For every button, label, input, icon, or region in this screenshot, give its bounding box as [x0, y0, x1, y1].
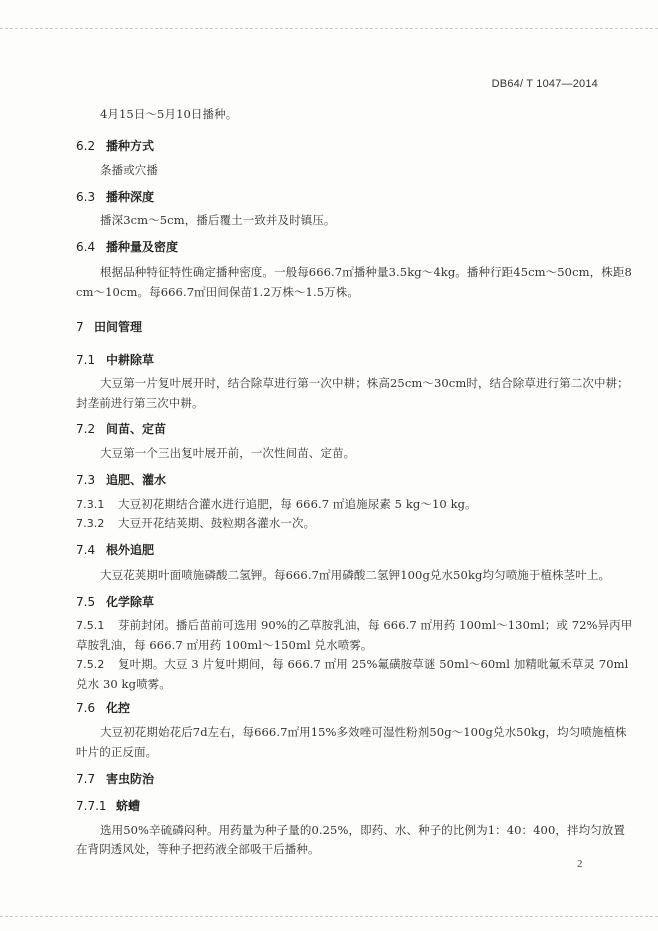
- section-number: 7.4: [76, 543, 96, 557]
- item-text: 大豆开花结荚期、鼓粒期各灌水一次。: [118, 516, 316, 530]
- item-7-5-2-line-2: 兑水 30 kg喷雾。: [76, 677, 171, 691]
- section-number: 7.5: [76, 595, 96, 609]
- section-title: 根外追肥: [106, 543, 155, 557]
- item-number: 7.5.1: [76, 619, 105, 632]
- heading-7-1: [76, 351, 154, 368]
- item-text: 复叶期。大豆 3 片复叶期间，每 666.7 ㎡用 25%氟磺胺草谜 50ml～60ml 加精吡氟禾草灵 70ml: [118, 657, 629, 671]
- heading-7-3: [76, 471, 166, 488]
- paragraph-7-1-line-2: 封垄前进行第三次中耕。: [76, 396, 204, 410]
- paragraph-6-4-line-2: cm～10cm。每666.7㎡田间保苗1.2万株～1.5万株。: [76, 285, 359, 299]
- section-number: 7.7.1: [76, 799, 107, 813]
- heading-7-5: [76, 593, 154, 610]
- section-title: 中耕除草: [106, 353, 155, 367]
- heading-7-4: [76, 541, 154, 558]
- section-number: 7.7: [76, 772, 96, 786]
- heading-6-4: [76, 238, 178, 255]
- paragraph-7-2: 大豆第一个三出复叶展开前，一次性间苗、定苗。: [100, 446, 356, 460]
- heading-7-6: [76, 699, 130, 716]
- item-7-3-2: [76, 515, 315, 531]
- item-text: 芽前封闭。播后苗前可选用 90%的乙草胺乳油，每 666.7 ㎡用药 100ml～130ml；或 72%异丙甲: [118, 618, 633, 632]
- heading-7-7-1: [76, 797, 140, 814]
- paragraph-7-4: 大豆花荚期叶面喷施磷酸二氢钾。每666.7㎡用磷酸二氢钾100g兑水50kg均匀喷施于植株茎叶上。: [100, 568, 611, 582]
- section-number: 6.4: [76, 240, 96, 254]
- section-number: 6.3: [76, 190, 96, 204]
- section-number: 7: [76, 320, 84, 334]
- item-text: 大豆初花期结合灌水进行追肥，每 666.7 ㎡追施尿素 5 kg～10 kg。: [118, 497, 477, 511]
- section-title: 害虫防治: [106, 772, 155, 786]
- paragraph-6-4-line-1: 根据品种特征特性确定播种密度。一般每666.7㎡播种量3.5kg～4kg。播种行距45cm～50cm，株距8: [100, 265, 632, 279]
- heading-6-3: [76, 188, 154, 205]
- section-title: 播种量及密度: [106, 240, 179, 254]
- heading-6-2: [76, 137, 154, 154]
- heading-7: [76, 318, 142, 335]
- paragraph-7-7-1-line-1: 选用50%辛硫磷闷种。用药量为种子量的0.25%，即药、水、种子的比例为1：40：400，拌均匀放置: [100, 823, 625, 837]
- item-number: 7.3.2: [76, 517, 105, 530]
- item-number: 7.3.1: [76, 498, 105, 511]
- item-7-5-1-line-2: 草胺乳油，每 666.7 ㎡用药 100ml～150ml 兑水喷雾。: [76, 638, 373, 652]
- section-title: 蛴螬: [116, 799, 141, 813]
- item-7-3-1: [76, 496, 477, 512]
- paragraph-6-3: 播深3cm～5cm，播后覆土一致并及时镇压。: [100, 213, 336, 227]
- section-title: 田间管理: [94, 320, 143, 334]
- heading-7-7: [76, 770, 154, 787]
- paragraph-7-7-1-line-2: 在背阴透风处，等种子把药液全部吸干后播种。: [76, 842, 320, 856]
- paragraph-6-2: 条播或穴播: [100, 163, 158, 177]
- bottom-scan-line: [0, 916, 658, 917]
- section-number: 7.1: [76, 353, 96, 367]
- section-title: 化学除草: [106, 595, 155, 609]
- paragraph-7-6-line-1: 大豆初花期始花后7d左右，每666.7㎡用15%多效唑可湿性粉剂50g～100g兑水50kg，均匀喷施植株: [100, 725, 627, 739]
- section-title: 播种方式: [106, 139, 155, 153]
- section-number: 7.2: [76, 422, 96, 436]
- item-7-5-1-line-1: [76, 617, 632, 633]
- section-title: 播种深度: [106, 190, 155, 204]
- heading-7-2: [76, 420, 166, 437]
- paragraph-7-6-line-2: 叶片的正反面。: [76, 745, 158, 759]
- item-7-5-2-line-1: [76, 656, 628, 672]
- top-scan-line: [0, 28, 658, 29]
- document-code: DB64/ T 1047—2014: [491, 78, 598, 90]
- section-title: 化控: [106, 701, 131, 715]
- paragraph-sowing-date: 4月15日～5月10日播种。: [100, 107, 238, 121]
- section-number: 7.6: [76, 701, 96, 715]
- paragraph-7-1-line-1: 大豆第一片复叶展开时，结合除草进行第一次中耕；株高25cm～30cm时，结合除草进行第二次中耕；: [100, 376, 629, 390]
- section-number: 7.3: [76, 473, 96, 487]
- section-title: 追肥、灌水: [106, 473, 167, 487]
- item-number: 7.5.2: [76, 658, 105, 671]
- page-number: 2: [577, 858, 583, 870]
- section-title: 间苗、定苗: [106, 422, 167, 436]
- section-number: 6.2: [76, 139, 96, 153]
